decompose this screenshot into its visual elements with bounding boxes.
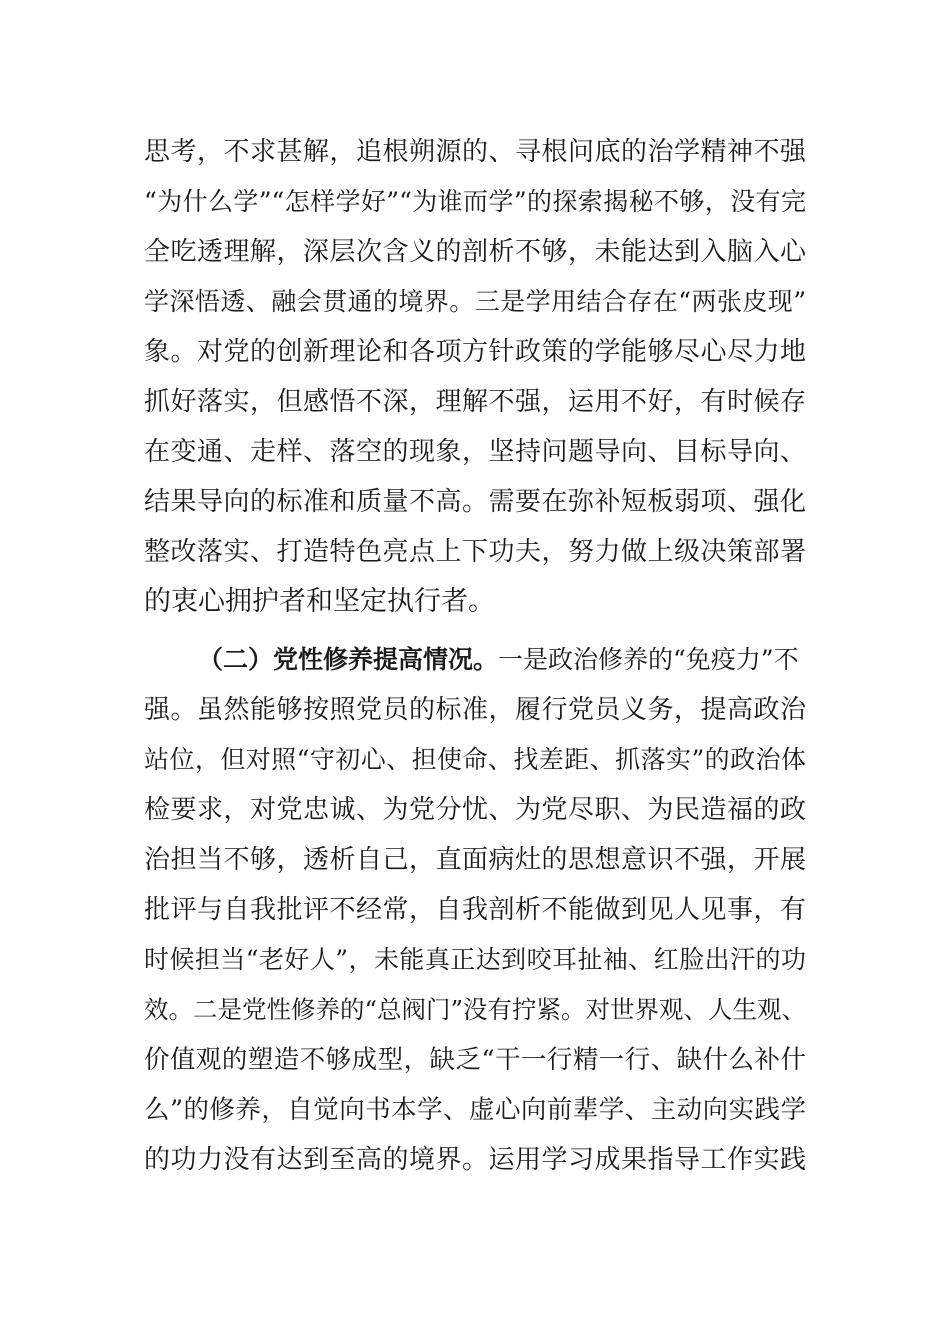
text-line: 批评与自我批评不经常，自我剖析不能做到见人见事，有 <box>144 895 806 925</box>
text-line: 时候担当“老好人”，未能真正达到咬耳扯袖、红脸出汗的功 <box>144 945 806 974</box>
text-span: 一是政治修养的“免疫力”不 <box>498 645 799 674</box>
text-line: 治担当不够，透析自己，直面病灶的思想意识不强，开展 <box>144 845 806 875</box>
text-line: 在变通、走样、落空的现象，坚持问题导向、目标导向、 <box>144 437 806 467</box>
text-line: 学深悟透、融会贯通的境界。三是学用结合存在“两张皮现” <box>144 287 806 316</box>
text-line: 效。二是党性修养的“总阀门”没有拧紧。对世界观、人生观、 <box>144 995 807 1024</box>
text-line: 全吃透理解，深层次含义的剖析不够，未能达到入脑入心 <box>144 237 806 267</box>
text-line: 整改落实、打造特色亮点上下功夫，努力做上级决策部署 <box>144 537 806 567</box>
text-line: 的衷心拥护者和坚定执行者。 <box>144 586 495 617</box>
text-line: 的功力没有达到至高的境界。运用学习成果指导工作实践 <box>144 1145 806 1175</box>
text-line: 站位，但对照“守初心、担使命、找差距、抓落实”的政治体 <box>144 745 806 774</box>
text-line: 强。虽然能够按照党员的标准，履行党员义务，提高政治 <box>144 695 806 725</box>
text-line: 抓好落实，但感悟不深，理解不强，运用不好，有时候存 <box>144 387 806 417</box>
text-line: 么”的修养，自觉向书本学、虚心向前辈学、主动向实践学 <box>144 1095 806 1125</box>
section-heading: （二）党性修养提高情况。 <box>198 645 499 674</box>
text-line: 结果导向的标准和质量不高。需要在弥补短板弱项、强化 <box>144 487 806 517</box>
text-line: 检要求，对党忠诚、为党分忧、为党尽职、为民造福的政 <box>144 795 806 825</box>
text-line: “为什么学”“怎样学好”“为谁而学”的探索揭秘不够，没有完 <box>144 187 806 216</box>
text-line: 思考，不求甚解，追根朔源的、寻根问底的治学精神不强 <box>144 137 806 167</box>
text-line-first <box>198 640 799 680</box>
text-line: 象。对党的创新理论和各项方针政策的学能够尽心尽力地 <box>144 337 806 367</box>
text-line: 价值观的塑造不够成型，缺乏“干一行精一行、缺什么补什 <box>144 1045 806 1075</box>
